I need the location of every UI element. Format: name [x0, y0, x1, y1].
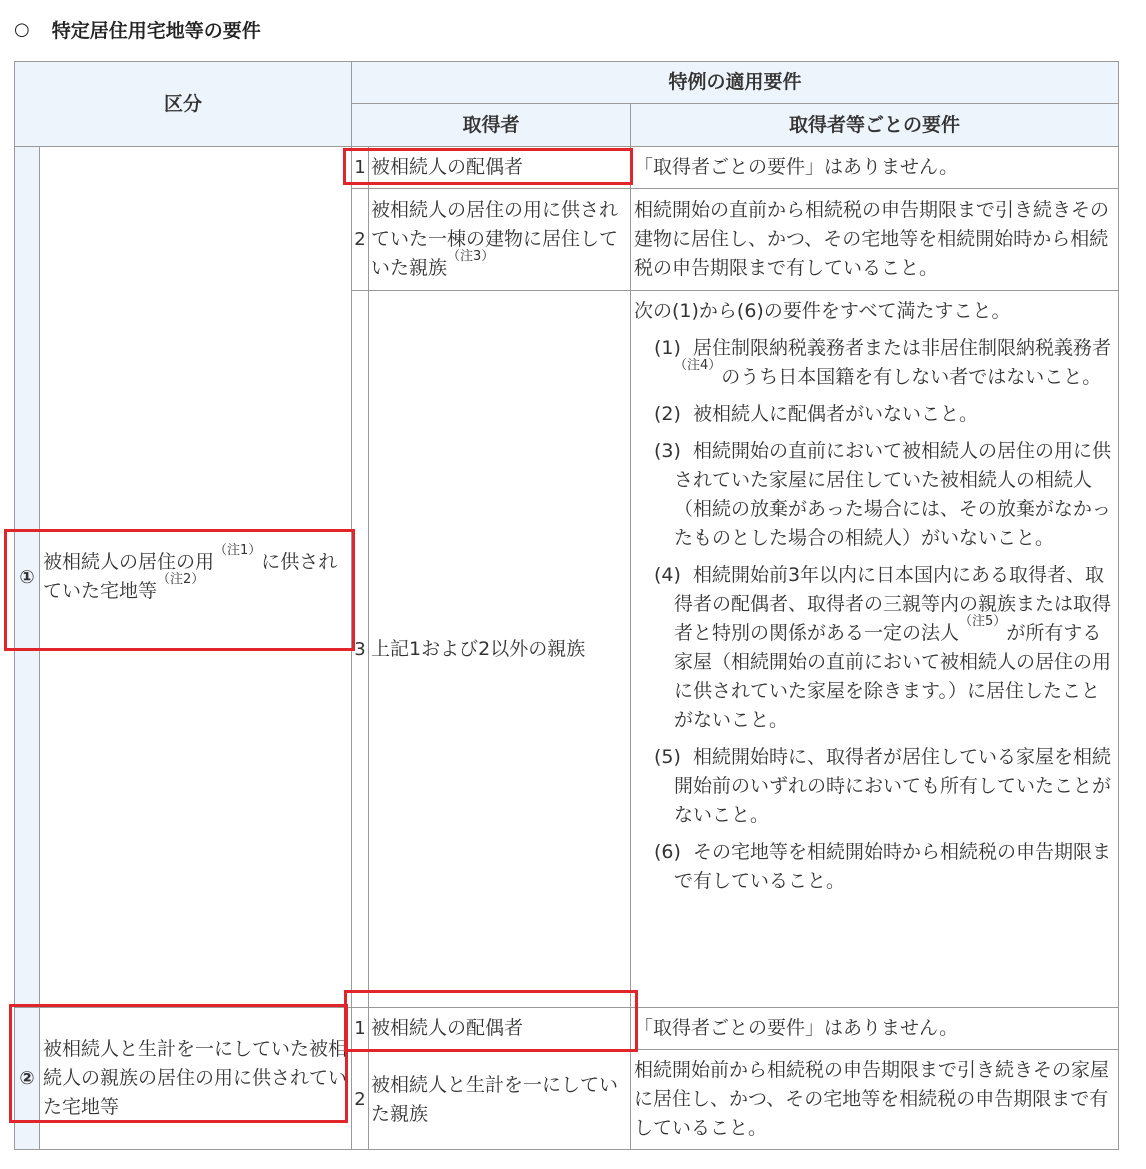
requirement-cell: 「取得者ごとの要件」はありません。: [631, 147, 1119, 189]
note-ref: （注3）: [447, 249, 495, 264]
acquirer-cell: 被相続人の配偶者: [369, 1008, 631, 1050]
row-number: 2: [352, 1050, 369, 1150]
list-item: (6) その宅地等を相続開始時から相続税の申告期限まで有していること。: [654, 841, 1111, 892]
requirement-cell: 相続開始前から相続税の申告期限まで引き続きその家屋に居住し、かつ、その宅地等を相続税の申告期限まで有していること。: [631, 1050, 1119, 1150]
category-label: 被相続人と生計を一にしていた被相続人の親族の居住の用に供されていた宅地等: [40, 1008, 352, 1150]
note-ref: （注1）: [214, 543, 262, 558]
highlight-box-category-1: [4, 529, 355, 651]
list-item: (4) 相続開始前3年以内に日本国内にある取得者、取得者の配偶者、取得者の三親等内の親族または取得者と特別の関係がある一定の法人$^{(注5)}$が所有する家屋（相続開始の直前において被相続人の居住の用に供されていた家屋を除きます。）に居住したことがないこと。: [654, 564, 1112, 731]
acquirer-cell: 被相続人の配偶者: [369, 147, 631, 189]
list-item: (2) 被相続人に配偶者がいないこと。: [654, 403, 978, 425]
row-number: 1: [352, 147, 369, 189]
list-item: (3) 相続開始の直前において被相続人の居住の用に供されていた家屋に居住していた被相続人の相続人（相続の放棄があった場合には、その放棄がなかったものとした場合の相続人）がいないこと。: [654, 440, 1111, 549]
header-category: 区分: [15, 62, 352, 147]
circle-bullet-icon: ○: [14, 18, 30, 40]
acquirer-cell: 上記1および2以外の親族: [369, 291, 631, 1008]
requirement-cell: [631, 291, 1119, 1008]
acquirer-cell: 被相続人の居住の用に供されていた一棟の建物に居住していた親族$^{(注3)}$: [369, 189, 631, 291]
note-ref: （注4）: [674, 358, 722, 373]
highlight-box-spouse-1: [343, 148, 633, 185]
list-item: (5) 相続開始時に、取得者が居住している家屋を相続開始前のいずれの時においても所有していたことがないこと。: [654, 746, 1112, 826]
row-number: 2: [352, 189, 369, 291]
header-requirements: 特例の適用要件: [352, 62, 1119, 104]
page-heading: [14, 14, 261, 44]
row-number: 1: [352, 1008, 369, 1050]
highlight-box-category-2: [9, 1004, 348, 1123]
note-ref: （注5）: [959, 614, 1007, 629]
note-ref: （注2）: [157, 572, 205, 587]
list-item: (1) 居住制限納税義務者または非居住制限納税義務者$^{(注4)}$のうち日本国籍を有しない者ではないこと。: [654, 337, 1111, 388]
category-label: 被相続人の居住の用$^{(注1)}$に供されていた宅地等$^{(注2)}$: [40, 147, 352, 1008]
row-number: 3: [352, 291, 369, 1008]
requirement-cell: 相続開始の直前から相続税の申告期限まで引き続きその建物に居住し、かつ、その宅地等を相続開始時から相続税の申告期限まで有していること。: [631, 189, 1119, 291]
header-per-acquirer: 取得者等ごとの要件: [631, 104, 1119, 147]
requirement-cell: 「取得者ごとの要件」はありません。: [631, 1008, 1119, 1050]
category-number: ②: [15, 1008, 40, 1150]
page-title: 特定居住用宅地等の要件: [51, 19, 261, 42]
highlight-box-spouse-2: [344, 990, 638, 1052]
category-number: ①: [15, 147, 40, 1008]
header-acquirer: 取得者: [352, 104, 631, 147]
requirement-lead: 次の(1)から(6)の要件をすべて満たすこと。: [634, 300, 1011, 322]
acquirer-cell: 被相続人と生計を一にしていた親族: [369, 1050, 631, 1150]
